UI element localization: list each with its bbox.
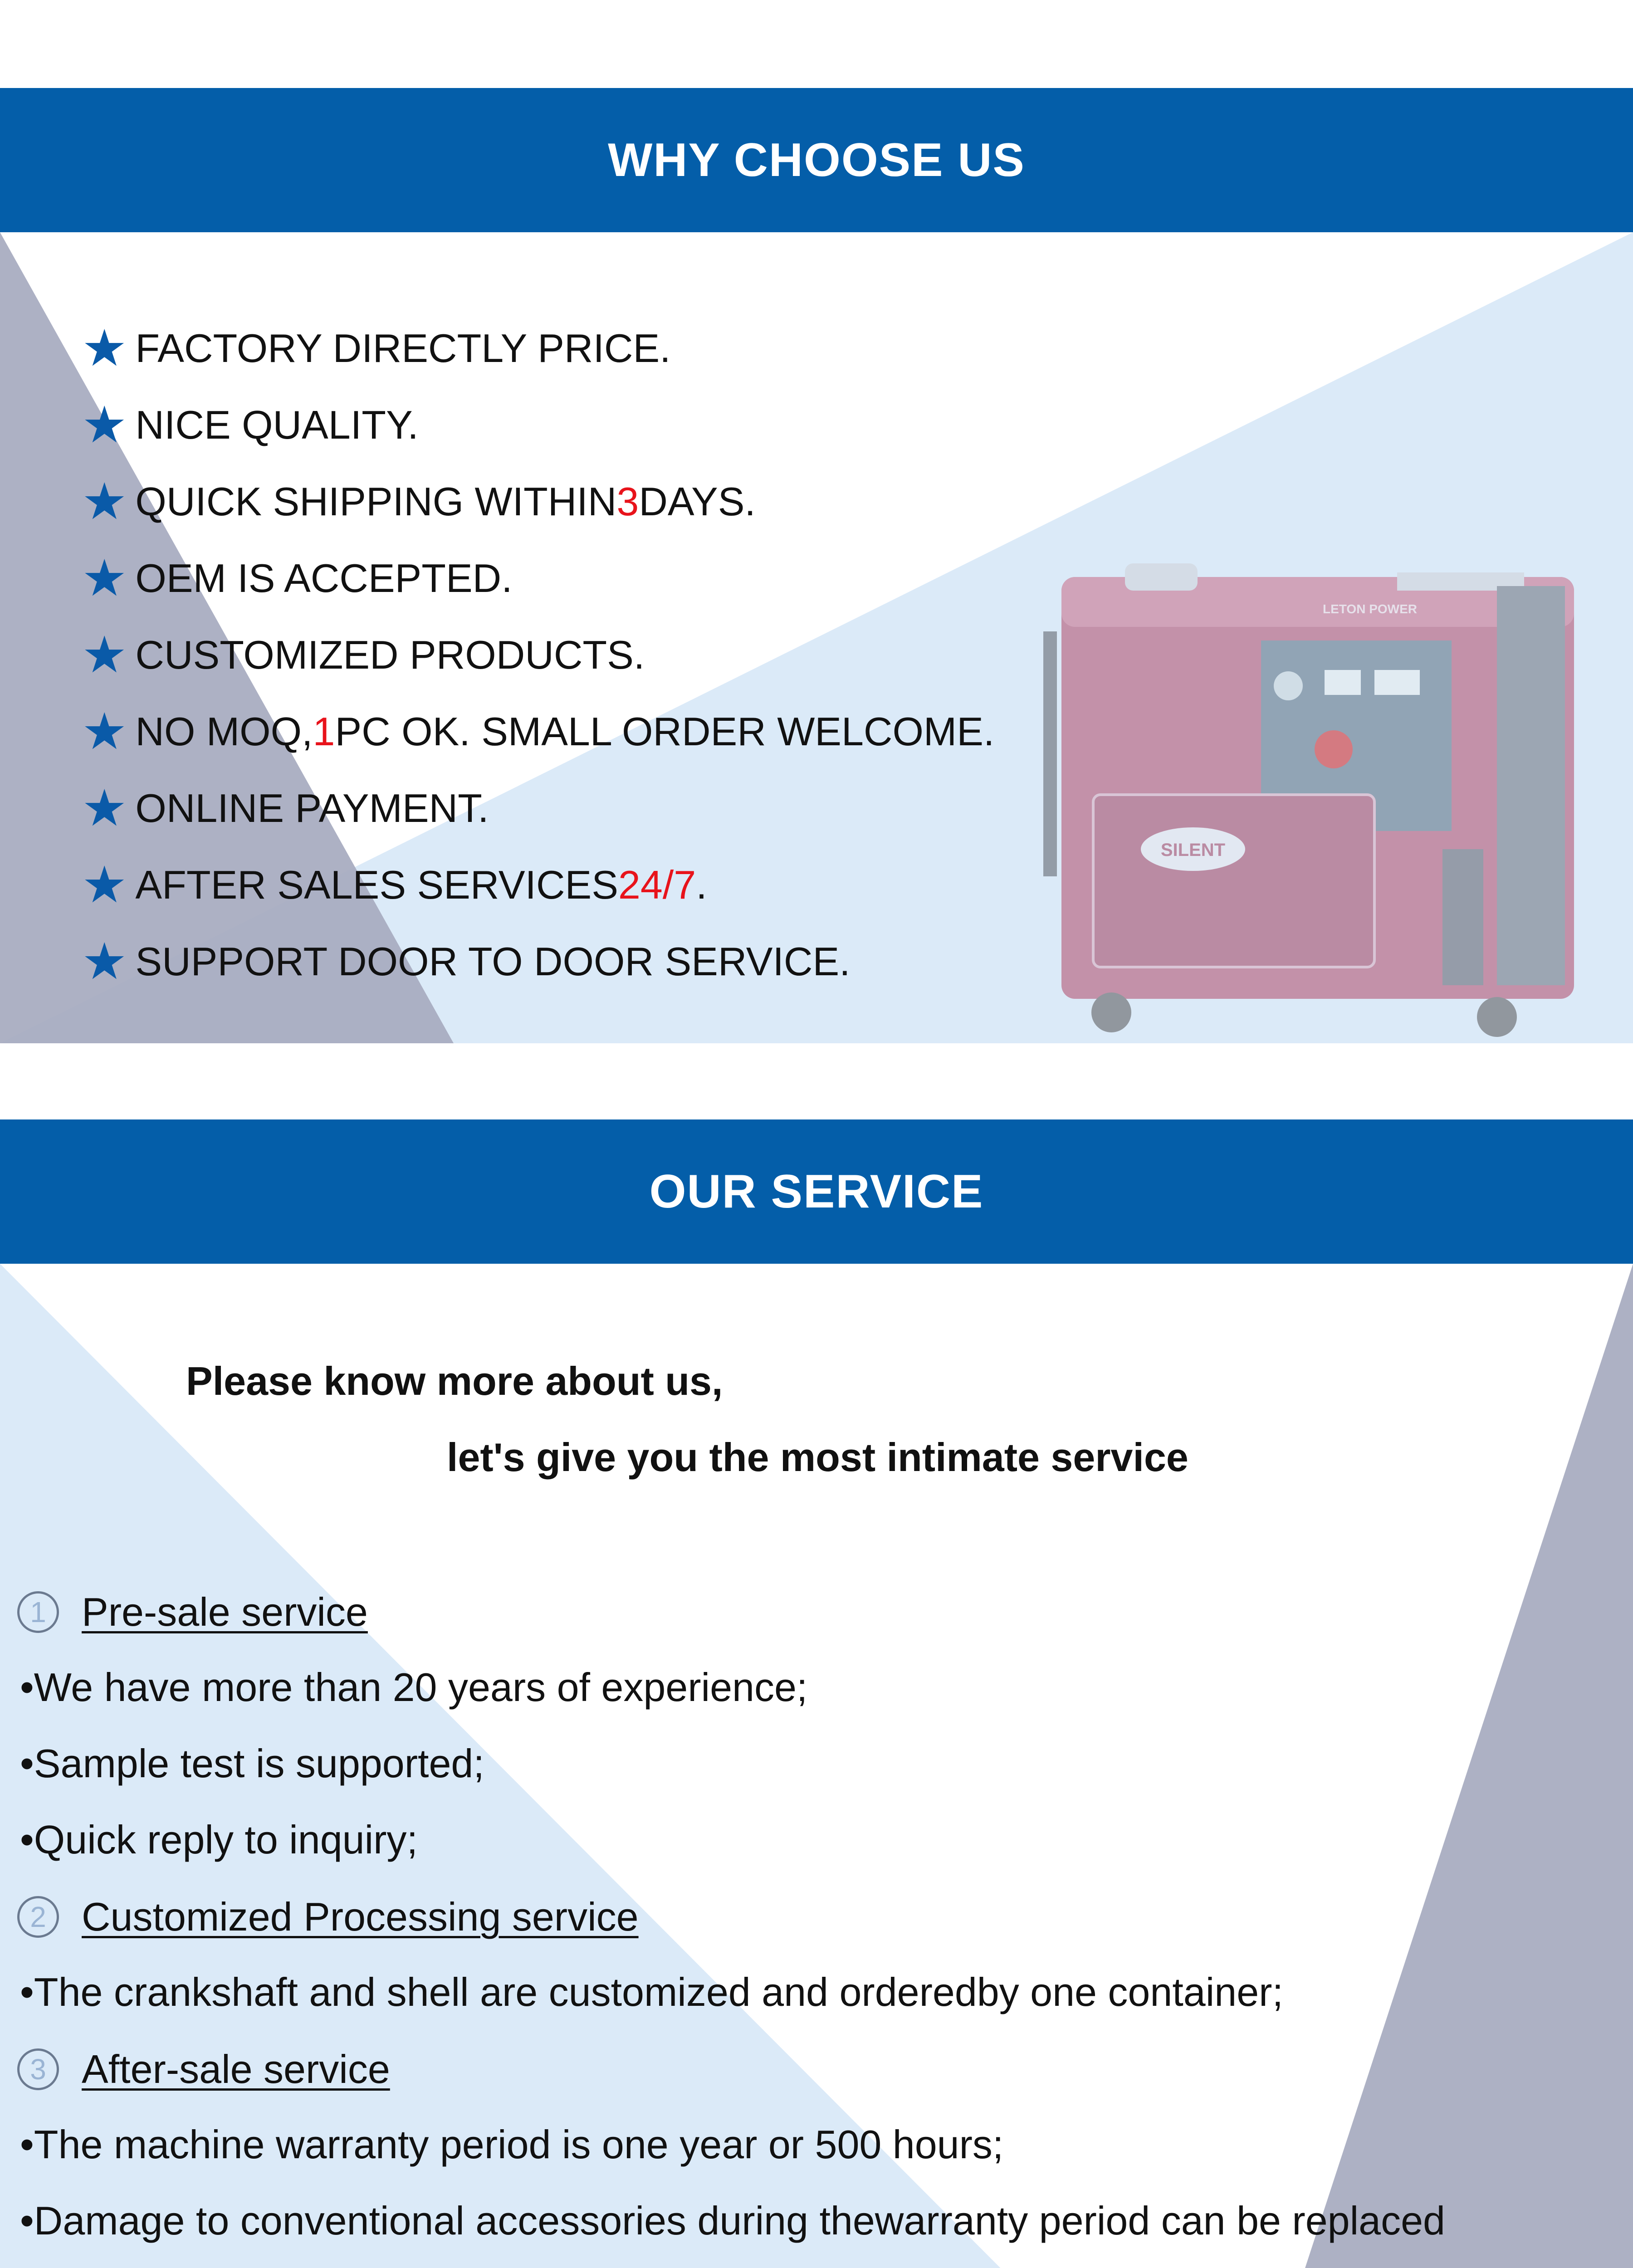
number-badge-icon: 1 <box>17 1591 59 1633</box>
star-icon: ★ <box>82 396 127 453</box>
generator-label: SILENT <box>1160 840 1226 860</box>
list-item: •The crankshaft and shell are customized and orderedby one container; <box>20 1970 1283 2014</box>
our-service-banner <box>0 1119 1633 1264</box>
why-choose-us-section <box>0 232 1633 1043</box>
section-title: WHY CHOOSE US <box>608 133 1025 186</box>
list-item: •Quick reply to inquiry; <box>20 1817 418 1862</box>
after-sale-heading: 3 After-sale service <box>17 2048 390 2090</box>
feature-item: ★ OEM IS ACCEPTED. <box>82 550 513 606</box>
number-badge-icon: 2 <box>17 1896 59 1938</box>
list-item: •Sample test is supported; <box>20 1741 484 1786</box>
star-icon: ★ <box>82 703 127 760</box>
why-choose-us-banner <box>0 88 1633 232</box>
star-icon: ★ <box>82 933 127 990</box>
customized-heading: 2 Customized Processing service <box>17 1896 639 1938</box>
list-item: •Damage to conventional accessories during thewarranty period can be replaced <box>20 2198 1445 2243</box>
list-item: •The machine warranty period is one year or 500 hours; <box>20 2122 1004 2167</box>
star-icon: ★ <box>82 320 127 376</box>
feature-item: ★ CUSTOMIZED PRODUCTS. <box>82 626 645 683</box>
feature-item: ★ NO MOQ, 1 PC OK. SMALL ORDER WELCOME. <box>82 703 995 760</box>
feature-item: ★ ONLINE PAYMENT. <box>82 780 489 836</box>
generator-image <box>1043 559 1615 1040</box>
intro-line-1: Please know more about us, <box>186 1359 723 1403</box>
pre-sale-heading: 1 Pre-sale service <box>17 1591 368 1633</box>
feature-item: ★ FACTORY DIRECTLY PRICE. <box>82 320 671 376</box>
number-badge-icon: 3 <box>17 2048 59 2090</box>
feature-item: ★ SUPPORT DOOR TO DOOR SERVICE. <box>82 933 851 990</box>
section-title: OUR SERVICE <box>649 1165 984 1218</box>
feature-item: ★ QUICK SHIPPING WITHIN 3 DAYS. <box>82 473 756 530</box>
star-icon: ★ <box>82 550 127 606</box>
list-item: •We have more than 20 years of experience; <box>20 1665 808 1710</box>
star-icon: ★ <box>82 473 127 530</box>
feature-item: ★ AFTER SALES SERVICES 24/7 . <box>82 856 707 913</box>
intro-line-2: let's give you the most intimate service <box>447 1435 1188 1480</box>
star-icon: ★ <box>82 856 127 913</box>
generator-brand: LETON POWER <box>1323 602 1417 616</box>
our-service-section <box>0 1264 1633 2268</box>
star-icon: ★ <box>82 626 127 683</box>
feature-item: ★ NICE QUALITY. <box>82 396 419 453</box>
star-icon: ★ <box>82 780 127 836</box>
